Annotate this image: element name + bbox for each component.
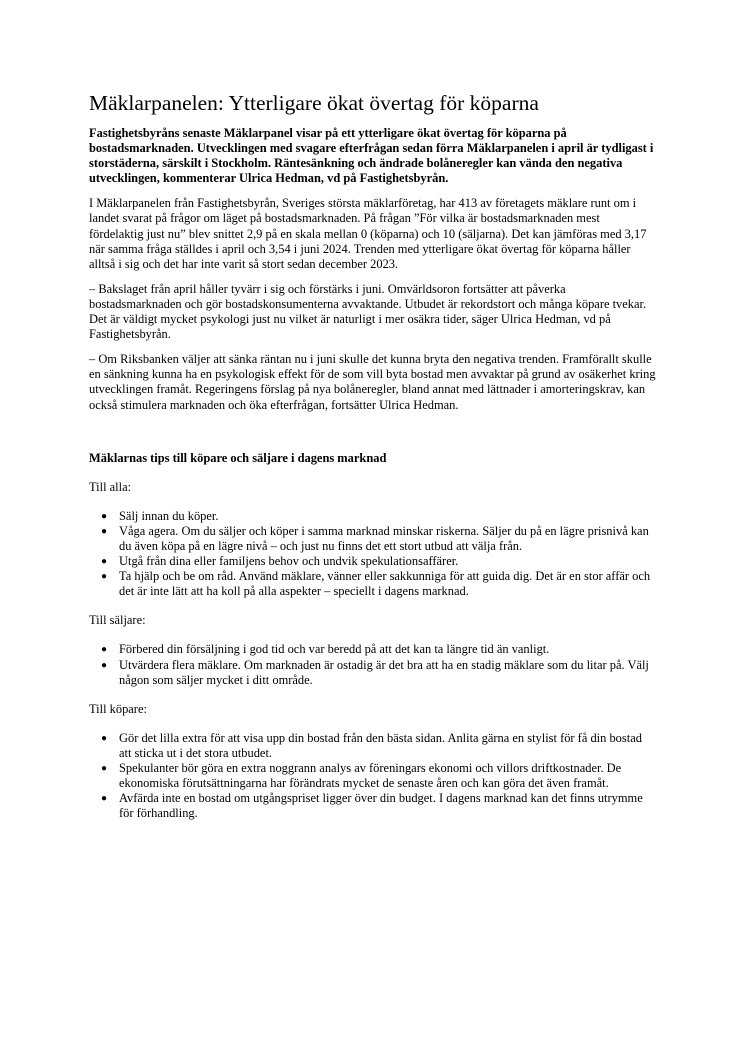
body-paragraph: I Mäklarpanelen från Fastighetsbyrån, Sveriges största mäklarföretag, har 413 av företagets mäklare runt om i landet svarat på frågor om läget på bostadsmarknaden. På frågan ”För vilka är bostadsmarknaden mest fördelaktig just nu” blev snittet 2,9 på en skala mellan 0 (köparna) och 10 (säljarna). Det kan jämföras med 3,17 när samma fråga ställdes i april och 3,54 i juni 2024. Trenden med ytterligare ökat övertag för köparna håller alltså i sig och det har inte varit så stort sedan december 2023. — [89, 196, 647, 271]
bullet-icon: ● — [101, 732, 108, 744]
quote-paragraph: – Om Riksbanken väljer att sänka räntan nu i juni skulle det kunna bryta den negativa trenden. Framförallt skulle en sänkning kunna ha en psykologisk effekt för de som vill byta bostad men avvaktar på grund av osäkerhet kring utvecklingen framåt. Regeringens förslag på nya bolåneregler, bland annat med lättnader i amorteringskrav, kan också stimulera marknaden och öka efterfrågan, fortsätter Ulrica Hedman. — [89, 352, 656, 412]
bullet-icon: ● — [101, 510, 108, 522]
list-item: ● Spekulanter bör göra en extra noggrann analys av föreningars ekonomi och villors driftkostnader. De ekonomiska förutsättningarna har förändrats mycket de senaste åren och kan göra det även framåt. — [101, 761, 622, 791]
document-page — [89, 88, 657, 835]
list-item: ● Gör det lilla extra för att visa upp din bostad från den bästa sidan. Anlita gärna en stylist för få din bostad att sticka ut i det stora utbudet. — [101, 730, 642, 760]
tips-heading: Mäklarnas tips till köpare och säljare i dagens marknad — [89, 450, 387, 465]
bullet-icon: ● — [101, 525, 108, 537]
article-lead: Fastighetsbyråns senaste Mäklarpanel visar på ett ytterligare ökat övertag för köparna på bostadsmarknaden. Utvecklingen med svagare efterfrågan sedan förra Mäklarpanelen i april är tydligast i storstäderna, särskilt i Stockholm. Räntesänkning och ändrade bolåneregler kan vända den negativa utvecklingen, kommenterar Ulrica Hedman, vd på Fastighetsbyrån. — [89, 126, 654, 186]
list-item: ● Våga agera. Om du säljer och köper i samma marknad minskar riskerna. Säljer du på en lägre prisnivå kan du även köpa på en lägre nivå – och just nu finns det ett stort utbud att välja från. — [101, 523, 649, 553]
bullet-icon: ● — [101, 556, 108, 568]
bullet-icon: ● — [101, 644, 108, 656]
bullet-icon: ● — [101, 793, 108, 805]
tips-list-buyers — [89, 731, 657, 822]
list-item: ● Förbered din försäljning i god tid och var beredd på att det kan ta längre tid än vanligt. — [101, 642, 550, 657]
list-item: ● Utgå från dina eller familjens behov och undvik spekulationsaffärer. — [101, 554, 459, 569]
group-label-sellers: Till säljare: — [89, 613, 146, 628]
list-item: ● Avfärda inte en bostad om utgångspriset ligger över din budget. I dagens marknad kan det finns utrymme för förhandling. — [101, 791, 643, 821]
quote-paragraph: – Bakslaget från april håller tyvärr i sig och förstärks i juni. Omvärldsoron fortsätter att påverka bostadsmarknaden och gör bostadskonsumenterna avvaktande. Utbudet är rekordstort och många köpare tvekar. Det är väldigt mycket psykologi just nu vilket är naturligt i mer osäkra tider, säger Ulrica Hedman, vd på Fastighetsbyrån. — [89, 281, 647, 342]
list-item: ● Sälj innan du köper. — [101, 508, 219, 523]
bullet-icon: ● — [101, 571, 108, 583]
list-item: ● Utvärdera flera mäklare. Om marknaden är ostadig är det bra att ha en stadig mäklare som du litar på. Välj någon som säljer mycket i ditt område. — [101, 657, 649, 687]
list-item: ● Ta hjälp och be om råd. Använd mäklare, vänner eller sakkunniga för att guida dig. Det är en stor affär och det är inte lätt att ha koll på alla aspekter – speciellt i dagens marknad. — [101, 569, 651, 599]
bullet-icon: ● — [101, 763, 108, 774]
tips-list-sellers — [89, 642, 657, 687]
tips-list-all — [89, 509, 657, 600]
article-title: Mäklarpanelen: Ytterligare ökat övertag för köparna — [89, 91, 539, 115]
group-label-buyers: Till köpare: — [89, 701, 147, 716]
bullet-icon: ● — [101, 659, 108, 671]
group-label-all: Till alla: — [89, 479, 132, 494]
